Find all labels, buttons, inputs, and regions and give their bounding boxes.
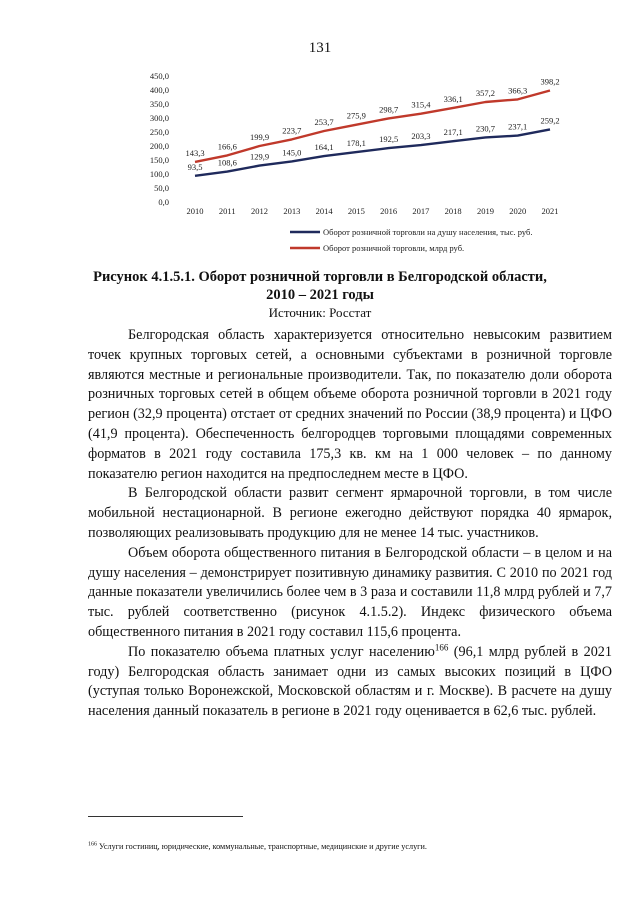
data-label: 253,7 bbox=[314, 116, 334, 127]
paragraph-4-end: (96,1 млрд рублей в 2021 году) Белгородская область занимает одни из самых высоких позиций в ЦФО (уступая только Воронежской, Московской областям и г. Москве). В расчете на душу населения данный показатель в регионе в 2021 году оценивается в 62,6 тыс. рублей. bbox=[88, 643, 612, 720]
page-number: 131 bbox=[308, 40, 332, 56]
body-text bbox=[88, 326, 612, 722]
data-label: 178,1 bbox=[346, 138, 366, 149]
data-label: 237,1 bbox=[508, 121, 528, 132]
data-label: 298,7 bbox=[379, 104, 399, 115]
paragraph-4 bbox=[88, 643, 612, 722]
data-label: 108,6 bbox=[217, 157, 237, 168]
paragraph-2: В Белгородской области развит сегмент ярмарочной торговли, в том числе мобильной нестационарной. В регионе ежегодно действуют порядка 40 ярмарок, позволяющих реализовывать продукцию для не менее 14 тыс. участников. bbox=[88, 485, 612, 541]
x-tick-label: 2020 bbox=[509, 206, 527, 216]
x-tick-label: 2011 bbox=[218, 206, 236, 216]
figure-caption-line-1: Рисунок 4.1.5.1. Оборот розничной торговли в Белгородской области, bbox=[93, 269, 547, 285]
x-tick-label: 2015 bbox=[347, 206, 365, 216]
y-tick-label: 50,0 bbox=[154, 183, 169, 193]
data-label: 164,1 bbox=[314, 142, 334, 153]
y-tick-label: 300,0 bbox=[149, 113, 169, 123]
data-label: 93,5 bbox=[187, 161, 203, 172]
retail-turnover-line-chart bbox=[140, 66, 560, 262]
x-tick-label: 2012 bbox=[251, 206, 269, 216]
data-label: 366,3 bbox=[508, 85, 528, 96]
paragraph-4-start: По показателю объема платных услуг населению bbox=[128, 643, 435, 660]
x-tick-label: 2016 bbox=[380, 206, 398, 216]
x-tick-label: 2018 bbox=[444, 206, 462, 216]
x-tick-label: 2019 bbox=[476, 206, 494, 216]
x-tick-label: 2017 bbox=[412, 206, 430, 216]
data-label: 192,5 bbox=[379, 134, 399, 145]
data-label: 217,1 bbox=[443, 127, 463, 138]
x-tick-label: 2014 bbox=[315, 206, 333, 216]
data-label: 166,6 bbox=[217, 141, 237, 152]
data-label: 230,7 bbox=[475, 123, 496, 134]
x-tick-label: 2010 bbox=[186, 206, 204, 216]
data-label: 357,2 bbox=[475, 87, 496, 98]
footnote-text: Услуги гостиниц, юридические, коммунальные, транспортные, медицинские и другие услуги. bbox=[97, 842, 427, 851]
footnote-divider bbox=[88, 816, 243, 817]
data-label: 275,9 bbox=[346, 110, 366, 121]
data-label: 203,3 bbox=[411, 131, 431, 142]
footnote-reference: 166 bbox=[434, 642, 449, 653]
x-tick-label: 2013 bbox=[283, 206, 301, 216]
legend-label-1: Оборот розничной торговли на душу населения, тыс. руб. bbox=[323, 227, 533, 237]
figure-caption bbox=[90, 268, 550, 304]
footnote-number: 166 bbox=[88, 841, 97, 848]
data-label: 336,1 bbox=[443, 93, 463, 104]
data-label: 143,3 bbox=[185, 147, 205, 158]
paragraph-3: Объем оборота общественного питания в Белгородской области – в целом и на душу населения – демонстрирует позитивную динамику развития. С 2010 по 2021 год данные показатели увеличились более чем в 3 раза и составили 11,8 млрд рублей и 7,7 тыс. рублей соответственно (рисунок 4.1.5.2). Индекс физического объема общественного питания в 2021 году составил 115,6 процента. bbox=[88, 544, 612, 640]
y-tick-label: 350,0 bbox=[149, 99, 169, 109]
x-tick-label: 2021 bbox=[541, 206, 559, 216]
data-label: 199,9 bbox=[249, 132, 270, 143]
y-tick-label: 400,0 bbox=[149, 85, 169, 95]
y-tick-label: 250,0 bbox=[149, 127, 169, 137]
data-label: 398,2 bbox=[540, 76, 560, 87]
figure-source: Источник: Росстат bbox=[268, 305, 372, 320]
paragraph-1: Белгородская область характеризуется относительно невысоким развитием точек крупных торговых сетей, а основными субъектами в розничной торговле являются местные и региональные производители. Так, по показателю доли оборота розничных торговых сетей в общем объеме оборота розничной торговли в 2021 году регион (32,9 процента) отстает от средних значений по России (38,9 процента) и ЦФО (41,9 процента). Обеспеченность белгородцев торговыми площадями современных форматов в 2021 году составила 175,3 кв. км на 1 000 человек – по данному показателю регион находится на предпоследнем месте в ЦФО. bbox=[88, 327, 612, 482]
series-line-1 bbox=[195, 129, 550, 175]
data-label: 145,0 bbox=[282, 147, 302, 158]
y-tick-label: 450,0 bbox=[149, 71, 169, 81]
y-tick-label: 200,0 bbox=[149, 141, 169, 151]
footnote bbox=[88, 842, 612, 851]
y-tick-label: 150,0 bbox=[149, 155, 169, 165]
figure-caption-line-2: 2010 – 2021 годы bbox=[266, 287, 374, 303]
data-label: 129,9 bbox=[249, 151, 270, 162]
data-label: 315,4 bbox=[411, 99, 431, 110]
data-label: 259,2 bbox=[540, 115, 560, 126]
y-tick-label: 0,0 bbox=[158, 197, 169, 207]
y-tick-label: 100,0 bbox=[149, 169, 169, 179]
data-label: 223,7 bbox=[282, 125, 302, 136]
legend-label-2: Оборот розничной торговли, млрд руб. bbox=[323, 243, 465, 253]
